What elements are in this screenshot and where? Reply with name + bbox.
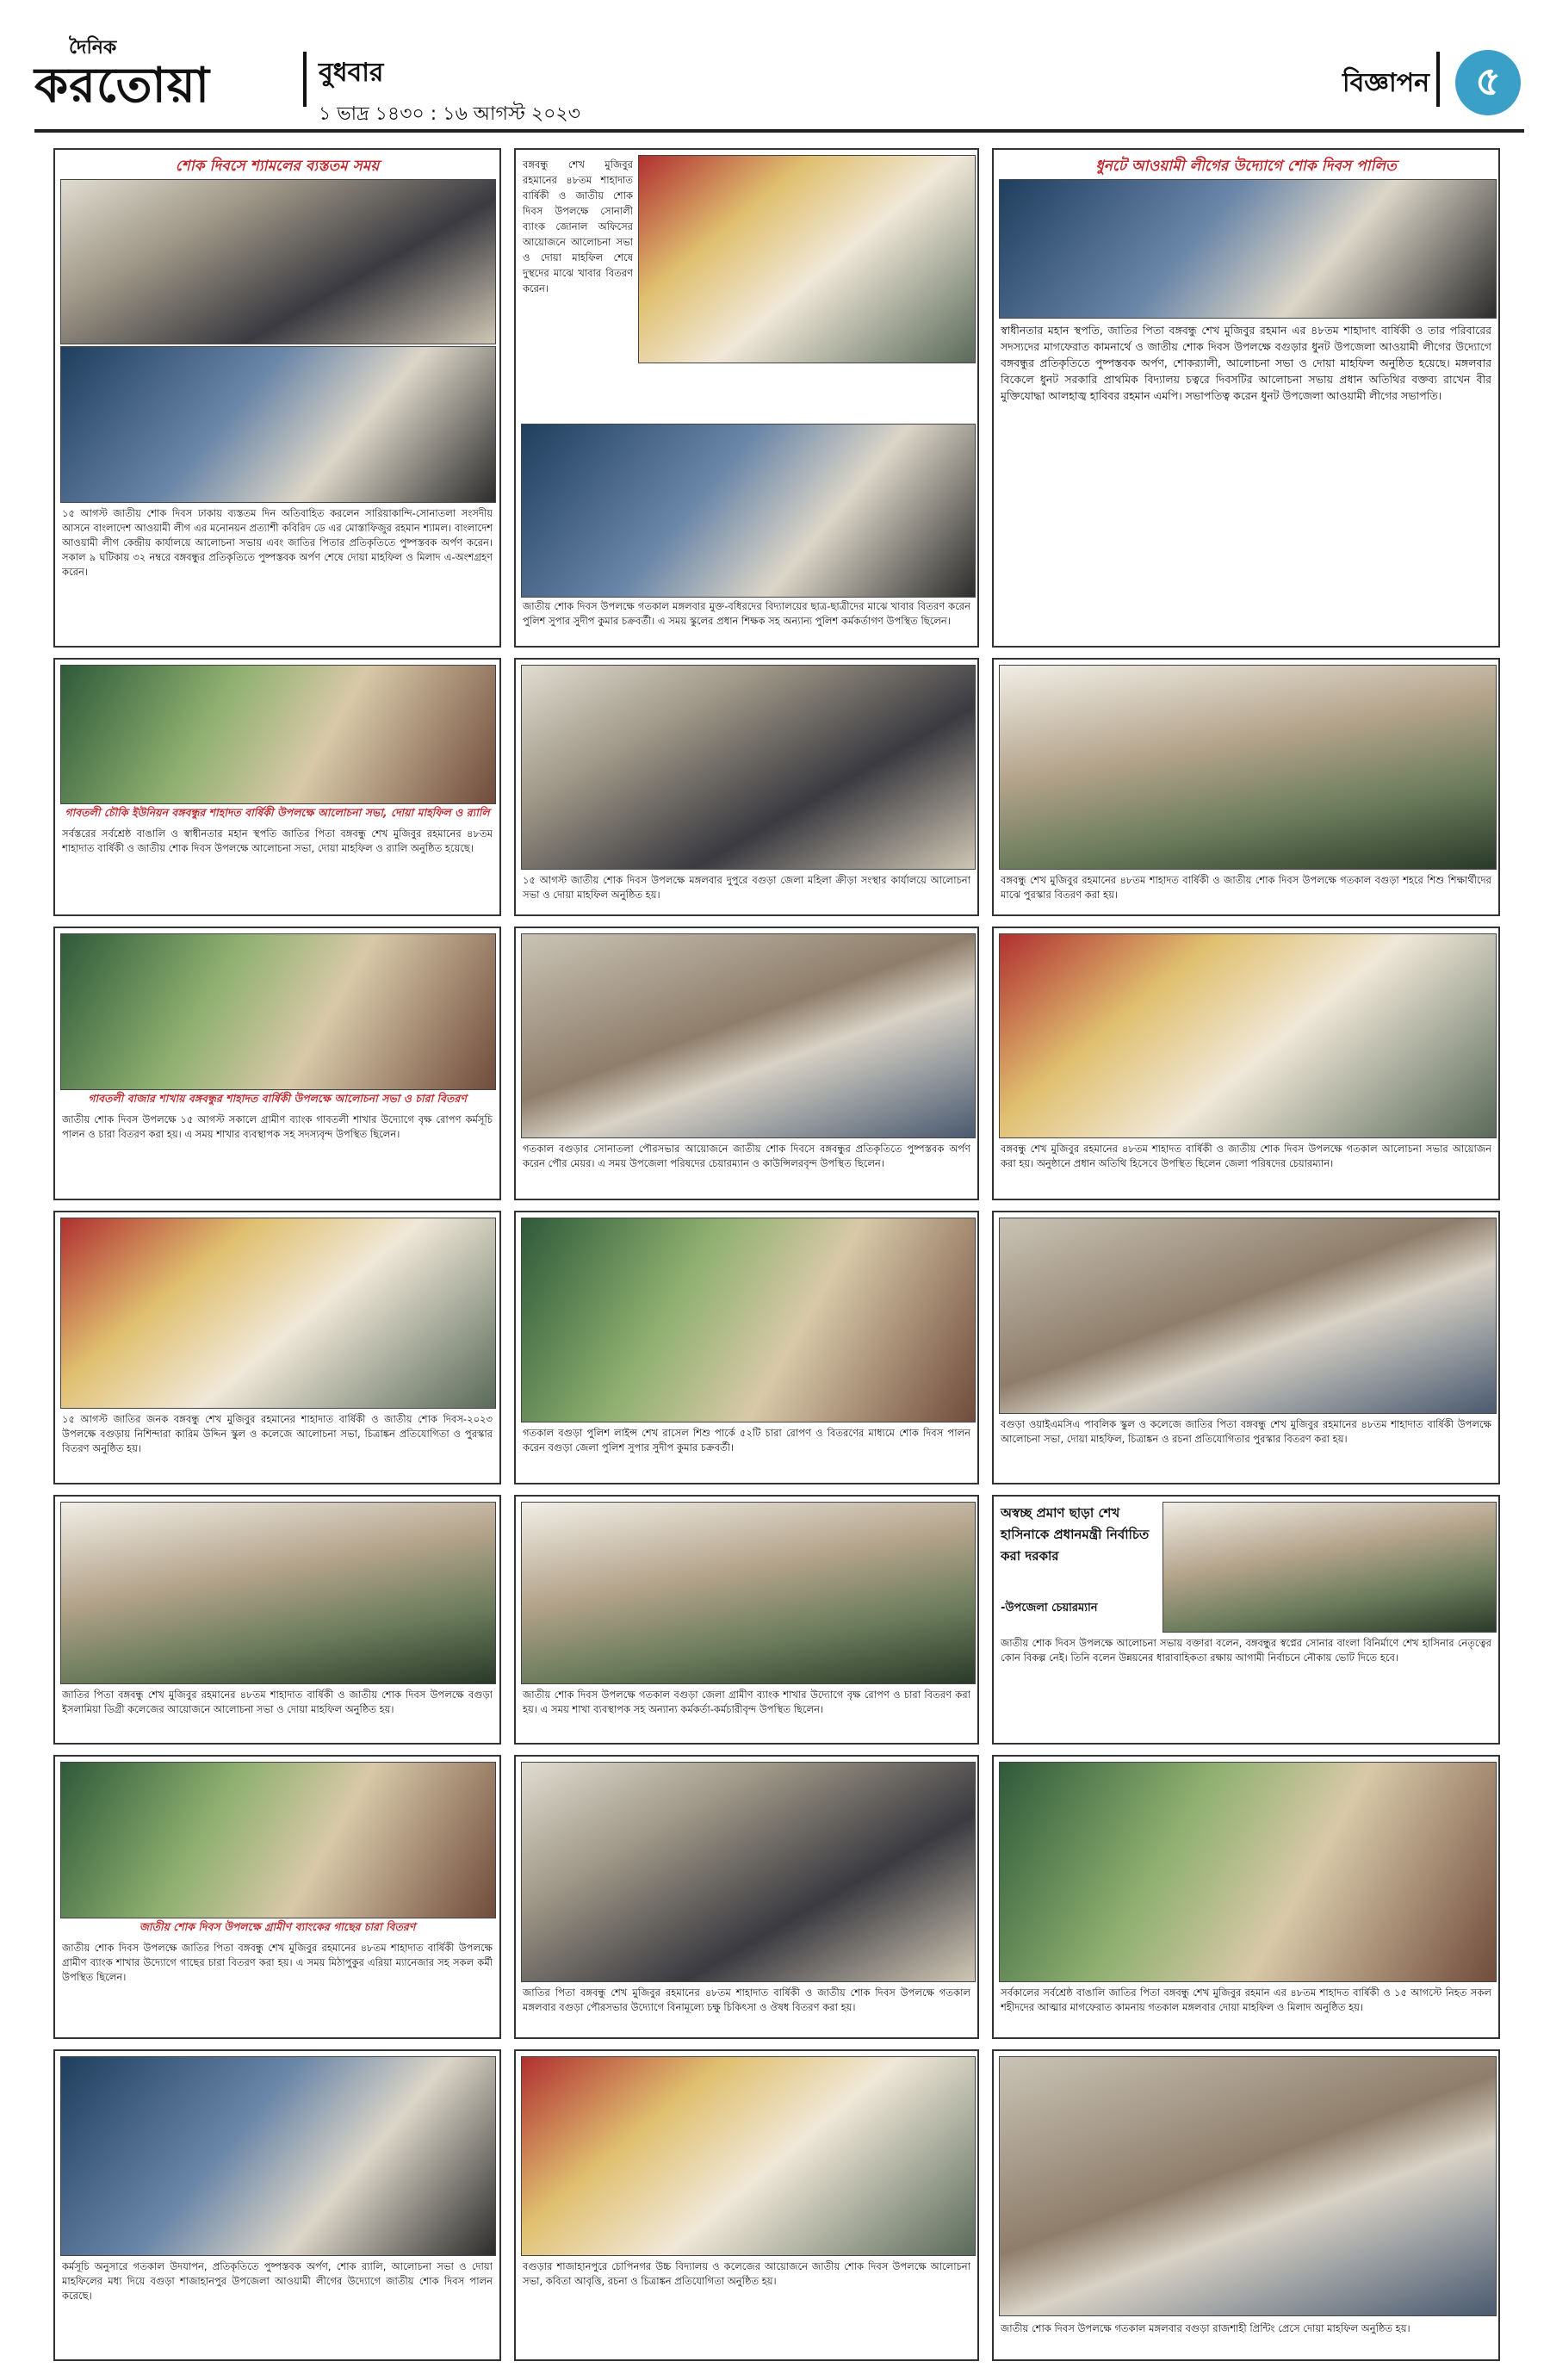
news-photo [60,179,496,344]
news-photo [999,179,1497,319]
column-left [53,148,501,2361]
masthead-rule [34,129,1524,133]
article-caption: জাতীয় শোক দিবস উপলক্ষে জাতির পিতা বঙ্গবন্ধু শেখ মুজিবুর রহমানের ৪৮তম শাহাদাত বার্ষিকী উপলক্ষে গ্রামীণ ব্যাংক শাখার উদ্যোগে গাছের চারা বিতরণ করা হয়। এ সময় মিঠাপুকুর এরিয়া ম্যানেজার সহ সকল কর্মী উপস্থিত ছিলেন। [62,1942,493,1983]
issue-date: ১ ভাদ্র ১৪৩০ : ১৬ আগস্ট ২০২৩ [319,103,581,125]
article[interactable] [514,2049,979,2361]
news-photo [999,933,1497,1138]
article[interactable] [992,1211,1500,1484]
article[interactable] [53,148,501,648]
article-caption: জাতীয় শোক দিবস উপলক্ষে গতকাল মঙ্গলবার মুক্ত-বধিরদের বিদ্যালয়ের ছাত্র-ছাত্রীদের মাঝে খাবার বিতরণ করেন পুলিশ সুপার সুদীপ কুমার চক্রবর্তী। এ সময় স্কুলের প্রধান শিক্ষক সহ অন্যান্য পুলিশ কর্মকর্তাগণ উপস্থিত ছিলেন। [523,600,970,627]
article-caption: জাতির পিতা বঙ্গবন্ধু শেখ মুজিবুর রহমানের ৪৮তম শাহাদাত বার্ষিকী ও জাতীয় শোক দিবস উপলক্ষে গতকাল মঙ্গলবার বগুড়া পৌরসভার উদ্যোগে বিনামূল্যে চক্ষু চিকিৎসা ও ঔষধ বিতরণ করা হয়। [523,1986,970,2013]
article-subhead: -উপজেলা চেয়ারম্যান [1001,1602,1098,1615]
article-headline: গাবতলী বাজার শাখায় বঙ্গবন্ধুর শাহাদত বার্ষিকী উপলক্ষে আলোচনা সভা ও চারা বিতরণ [88,1092,467,1105]
article-caption: ১৫ আগস্ট জাতীয় শোক দিবস উপলক্ষে মঙ্গলবার দুপুরে বগুড়া জেলা মহিলা ক্রীড়া সংস্থার কার্যালয়ে আলোচনা সভা ও দোয়া মাহফিল অনুষ্ঠিত হয়। [523,874,970,901]
news-photo [638,155,976,363]
article-headline: অস্বচ্ছ প্রমাণ ছাড়া শেখ হাসিনাকে প্রধানমন্ত্রী নির্বাচিত করা দরকার [1001,1505,1150,1564]
masthead-divider [1436,52,1440,107]
news-photo [521,933,976,1138]
article-caption: সর্বস্তরের সর্বশ্রেষ্ঠ বাঙালি ও স্বাধীনতার মহান স্থপতি জাতির পিতা বঙ্গবন্ধু শেখ মুজিবুর রহমানের ৪৮তম শাহাদাত বার্ষিকী ও জাতীয় শোক দিবস উপলক্ষে আলোচনা সভা, দোয়া মাহফিল ও র‌্যালি অনুষ্ঠিত হয়েছে। [62,827,493,854]
article-caption: গতকাল বগুড়া পুলিশ লাইন্স শেখ রাসেল শিশু পার্কে ৫২টি চারা রোপণ ও বিতরণের মাধ্যমে শোক দিবস পালন করেন বগুড়া জেলা পুলিশ সুপার সুদীপ কুমার চক্রবর্তী। [523,1427,970,1453]
news-photo [999,1218,1497,1414]
news-photo [60,665,496,804]
page-number-badge: ৫ [1455,50,1521,115]
news-photo [521,665,976,870]
article[interactable] [514,1495,979,1745]
article-headline: ধুনটে আওয়ামী লীগের উদ্যোগে শোক দিবস পালিত [1095,158,1397,175]
article-caption: জাতীয় শোক দিবস উপলক্ষে ১৫ আগস্ট সকালে গ্রামীণ ব্যাংক গাবতলী শাখার উদ্যোগে বৃক্ষ রোপণ কর্মসূচি পালন ও চারা বিতরণ করা হয়। এ সময় শাখার ব্যবস্থাপক সহ সদস্যবৃন্দ উপস্থিত ছিলেন। [62,1113,493,1140]
article-caption: জাতির পিতা বঙ্গবন্ধু শেখ মুজিবুর রহমানের ৪৮তম শাহাদাত বার্ষিকী ও জাতীয় শোক দিবস উপলক্ষে বগুড়া ইসলামিয়া ডিগ্রী কলেজের আয়োজনে আলোচনা সভা ও দোয়া মাহফিল অনুষ্ঠিত হয়। [62,1689,493,1715]
article-caption: জাতীয় শোক দিবস উপলক্ষে গতকাল বগুড়া জেলা গ্রামীণ ব্যাংক শাখার উদ্যোগে বৃক্ষ রোপণ ও চারা বিতরণ করা হয়। এ সময় শাখা ব্যবস্থাপক সহ অন্যান্য কর্মকর্তা-কর্মচারীবৃন্দ উপস্থিত ছিলেন। [523,1689,970,1715]
news-photo [60,2056,496,2256]
article-headline: গাবতলী চৌকি ইউনিয়ন বঙ্গবন্ধুর শাহাদত বার্ষিকী উপলক্ষে আলোচনা সভা, দোয়া মাহফিল ও র‌্যালি [65,806,490,819]
column-middle [514,148,979,2361]
article-caption: সর্বকালের সর্বশ্রেষ্ঠ বাঙালি জাতির পিতা বঙ্গবন্ধু শেখ মুজিবুর রহমান এর ৪৮তম শাহাদত বার্ষিকী ও ১৫ আগস্টে নিহত সকল শহীদদের আত্মার মাগফেরাত কামনায় গতকাল মঙ্গলবার দোয়া মাহফিল ও মিলাদ অনুষ্ঠিত হয়। [1001,1986,1491,2013]
article-headline: শোক দিবসে শ্যামলের ব্যস্ততম সময় [175,158,380,175]
news-photo [60,1218,496,1409]
article[interactable] [992,148,1500,648]
article[interactable] [992,658,1500,916]
article-caption: বঙ্গবন্ধু শেখ মুজিবুর রহমানের ৪৮তম শাহাদত বার্ষিকী ও জাতীয় শোক দিবস উপলক্ষে গতকাল আলোচনা সভার আয়োজন করা হয়। অনুষ্ঠানে প্রধান অতিথি হিসেবে উপস্থিত ছিলেন জেলা পরিষদের চেয়ারম্যান। [1001,1143,1491,1169]
news-photo [521,1218,976,1422]
article-caption: বঙ্গবন্ধু শেখ মুজিবুর রহমানের ৪৮তম শাহাদত বার্ষিকী ও জাতীয় শোক দিবস উপলক্ষে গতকাল বগুড়া শহরে শিশু শিক্ষার্থীদের মাঝে পুরস্কার বিতরণ করা হয়। [1001,874,1491,901]
article[interactable] [992,927,1500,1200]
article[interactable] [514,148,979,648]
date-block [319,52,580,131]
article-caption: স্বাধীনতার মহান স্থপতি, জাতির পিতা বঙ্গবন্ধু শেখ মুজিবুর রহমান এর ৪৮তম শাহাদাৎ বার্ষিকী ও তার পরিবারের সদস্যদের মাগফেরাত কামনার্থে ও জাতীয় শোক দিবস উপলক্ষে বগুড়ার ধুনট উপজেলা আওয়ামী লীগের উদ্যোগে বঙ্গবন্ধুর প্রতিকৃতিতে পুষ্পস্তবক অর্পণ, শোকর‌্যালী, আলোচনা সভা ও দোয়া মাহফিল অনুষ্ঠিত হয়েছে। মঙ্গলবার বিকেলে ধুনট সরকারি প্রাথমিক বিদ্যালয় চত্বরে দিবসটির আলোচনা সভায় প্রধান অতিথির বক্তব্য রাখেন বীর মুক্তিযোদ্ধা আলহাজ্ব হাবিবর রহমান এমপি। সভাপতিত্ব করেন ধুনট উপজেলা আওয়ামী লীগের সভাপতি। [1001,324,1491,402]
article-sidetext: বঙ্গবন্ধু শেখ মুজিবুর রহমানের ৪৮তম শাহাদাত বার্ষিকী ও জাতীয় শোক দিবস উপলক্ষে সোনালী ব্যাংক জোনাল অফিসের আয়োজনে আলোচনা সভা ও দোয়া মাহফিল শেষে দুস্থদের মাঝে খাবার বিতরণ করেন। [523,158,633,294]
article-caption: বগুড়ার শাজাহানপুরে চোপিনগর উচ্চ বিদ্যালয় ও কলেজের আয়োজনে জাতীয় শোক দিবস উপলক্ষে আলোচনা সভা, কবিতা আবৃত্তি, রচনা ও চিত্রাঙ্কন প্রতিযোগিতা অনুষ্ঠিত হয়। [523,2260,970,2287]
article-grid [53,148,1500,2361]
news-photo [999,2056,1497,2316]
newspaper-logo[interactable] [34,33,301,114]
article[interactable] [992,1755,1500,2039]
news-photo [521,2056,976,2256]
masthead-divider [303,52,307,107]
article[interactable] [53,927,501,1200]
article-caption: জাতীয় শোক দিবস উপলক্ষে আলোচনা সভায় বক্তারা বলেন, বঙ্গবন্ধুর স্বপ্নের সোনার বাংলা বিনির্মাণে শেখ হাসিনার নেতৃত্বের কোন বিকল্প নেই। তিনি বলেন উন্নয়নের ধারাবাহিকতা রক্ষায় আগামী নির্বাচনে নৌকায় ভোট দিতে হবে। [1001,1637,1491,1664]
weekday: বুধবার [319,58,384,88]
article[interactable] [514,927,979,1200]
article-headline: জাতীয় শোক দিবস উপলক্ষে গ্রামীণ ব্যাংকের গাছের চারা বিতরণ [139,1920,416,1933]
article-caption: বগুড়া ওয়াইএমসিএ পাবলিক স্কুল ও কলেজে জাতির পিতা বঙ্গবন্ধু শেখ মুজিবুর রহমানের ৪৮তম শাহাদাত বার্ষিকী উপলক্ষে আলোচনা সভা, দোয়া মাহফিল, চিত্রাঙ্কন ও রচনা প্রতিযোগিতার পুরস্কার বিতরণ করা হয়। [1001,1418,1491,1445]
column-right [992,148,1500,2361]
logo-big-text: করতোয়া [34,57,210,114]
article[interactable] [514,658,979,916]
article-caption: ১৫ আগস্ট জাতীয় শোক দিবস ঢাকায় ব্যস্ততম দিন অতিবাহিত করলেন সারিয়াকান্দি-সোনাতলা সংসদীয় আসনে বাংলাদেশ আওয়ামী লীগ এর মনোনয়ন প্রত্যাশী কবিরিদ ডে এর মোস্তাফিজুর রহমান শ্যামল। বাংলাদেশ আওয়ামী লীগ কেন্দ্রীয় কার্যালয়ে আলোচনা সভায় এবং জাতির পিতার প্রতিকৃতিতে পুষ্পস্তবক অর্পণ করেন। সকাল ৯ ঘটিকায় ৩২ নম্বরে বঙ্গবন্ধুর প্রতিকৃতিতে পুষ্পস্তবক অর্পণ শেষে দোয়া মাহফিল ও মিলাদ এ-অংশগ্রহণ করেন। [62,507,493,578]
article-caption: ১৫ আগস্ট জাতির জনক বঙ্গবন্ধু শেখ মুজিবুর রহমানের শাহাদাত বার্ষিকী ও জাতীয় শোক দিবস-২০২৩ উপলক্ষে বগুড়ায় নিশিন্দারা কারিম উদ্দিন স্কুল ও কলেজে আলোচনা সভা, চিত্রাঙ্কন প্রতিযোগিতা ও পুরস্কার বিতরণ অনুষ্ঠিত হয়। [62,1413,493,1454]
news-photo [521,1762,976,1982]
news-photo [521,424,976,598]
article[interactable] [514,1211,979,1484]
article-caption: জাতীয় শোক দিবস উপলক্ষে গতকাল মঙ্গলবার বগুড়া রাজশাহী প্রিন্টিং প্রেসে দোয়া মাহফিল অনুষ্ঠিত হয়। [1001,2322,1410,2334]
news-photo [999,665,1497,870]
news-photo [60,1762,496,1918]
news-photo [60,933,496,1090]
article[interactable] [53,1495,501,1745]
news-photo [1162,1502,1497,1633]
article[interactable] [53,1211,501,1484]
news-photo [999,1762,1497,1982]
logo-small-text: দৈনিক [69,37,117,59]
article[interactable] [992,1495,1500,1745]
article[interactable] [53,1755,501,2039]
news-photo [60,346,496,503]
news-photo [60,1502,496,1684]
article[interactable] [53,658,501,916]
article[interactable] [992,2049,1500,2361]
article[interactable] [514,1755,979,2039]
section-name: বিজ্ঞাপন [1342,68,1429,98]
masthead [0,0,1550,138]
article-caption: কর্মসূচি অনুসারে গতকাল উদযাপন, প্রতিকৃতিতে পুষ্পস্তবক অর্পণ, শোক র‌্যালি, আলোচনা সভা ও দোয়া মাহফিলের মধ্য দিয়ে বগুড়া শাজাহানপুর উপজেলা আওয়ামী লীগের উদ্যোগে জাতীয় শোক দিবস পালন করেছে। [62,2260,493,2302]
article[interactable] [53,2049,501,2361]
news-photo [521,1502,976,1684]
article-caption: গতকাল বগুড়ার সোনাতলা পৌরসভার আয়োজনে জাতীয় শোক দিবসে বঙ্গবন্ধুর প্রতিকৃতিতে পুষ্পস্তবক অর্পণ করেন পৌর মেয়র। এ সময় উপজেলা পরিষদের চেয়ারম্যান ও কাউন্সিলরবৃন্দ উপস্থিত ছিলেন। [523,1143,970,1169]
